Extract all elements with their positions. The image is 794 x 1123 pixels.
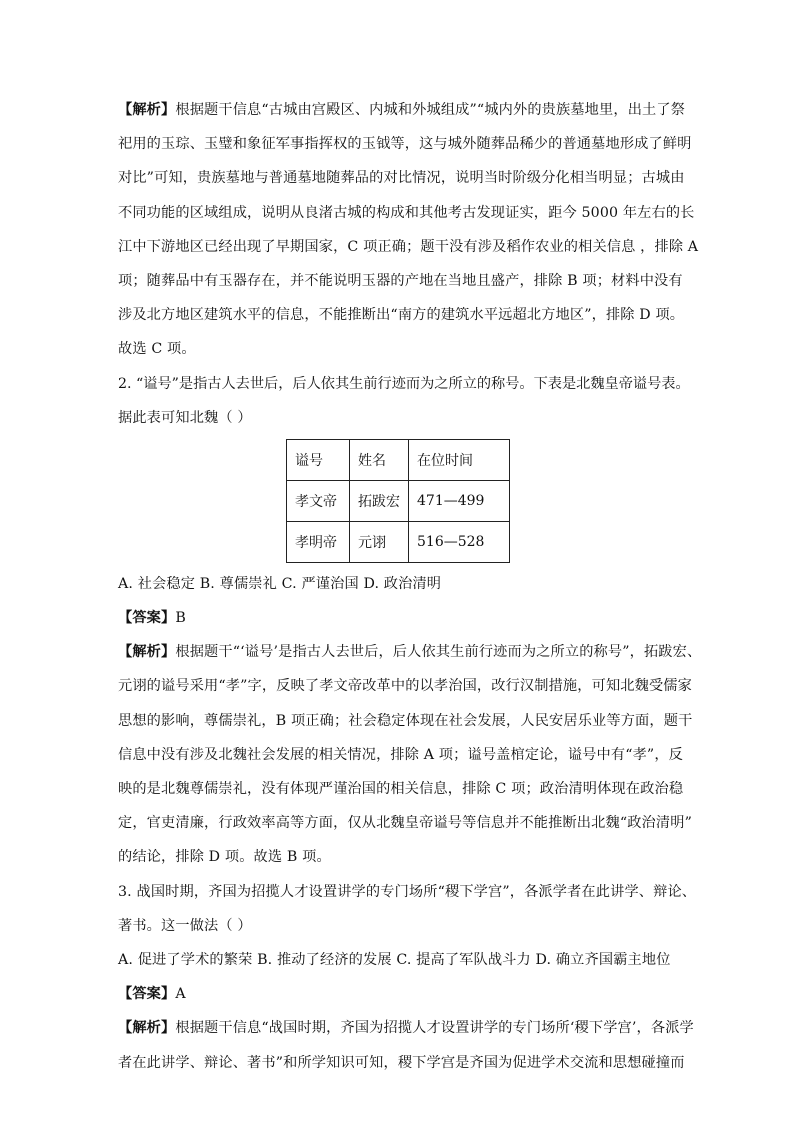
answer-tag: 【答案】 bbox=[118, 986, 176, 1003]
table-row bbox=[287, 480, 510, 521]
posthumous-title-table bbox=[286, 439, 510, 563]
analysis-line: 对比”可知，贵族墓地与普通墓地随葬品的对比情况，说明当时阶级分化相当明显；古城由 bbox=[118, 170, 685, 187]
question-stem: 据此表可知北魏（ ） bbox=[118, 409, 252, 426]
analysis-line: 思想的影响，尊儒崇礼，B 项正确；社会稳定体现在社会发展，人民安居乐业等方面，题干 bbox=[118, 712, 693, 729]
answer-line bbox=[118, 977, 688, 1011]
analysis-line: 祀用的玉琮、玉璧和象征军事指挥权的玉钺等，这与城外随葬品稀少的普通墓地形成了鲜明 bbox=[118, 136, 692, 153]
table-cell: 拓跋宏 bbox=[350, 480, 409, 521]
table-header-cell: 谥号 bbox=[287, 439, 350, 480]
table-cell: 516—528 bbox=[409, 521, 510, 562]
document-page bbox=[118, 93, 702, 1080]
table-cell: 孝文帝 bbox=[287, 480, 350, 521]
answer-value: B bbox=[175, 610, 186, 627]
table-header-row bbox=[287, 439, 510, 480]
table-cell: 471—499 bbox=[409, 480, 510, 521]
answer-line bbox=[118, 601, 688, 635]
analysis-line: 涉及北方地区建筑水平的信息，不能推断出“南方的建筑水平远超北方地区”，排除 D 项。 bbox=[118, 307, 685, 324]
analysis-line: 映的是北魏尊儒崇礼，没有体现严谨治国的相关信息，排除 C 项；政治清明体现在政治稳 bbox=[118, 781, 684, 797]
analysis-line: 信息中没有涉及北魏社会发展的相关情况，排除 A 项；谥号盖棺定论，谥号中有“孝”，反 bbox=[118, 746, 684, 763]
analysis-line: 【解析】根据题干“‘谥号’是指古人去世后，后人依其生前行迹而为之所立的称号”，拓跋宏、 bbox=[118, 644, 702, 661]
answer-tag: 【答案】 bbox=[118, 610, 176, 627]
answer-value: A bbox=[175, 986, 186, 1003]
analysis-line: 者在此讲学、辩论、著书”和所学知识可知，稷下学宫是齐国为促进学术交流和思想碰撞而 bbox=[118, 1054, 685, 1071]
table-row bbox=[287, 521, 510, 562]
question-stem: 著书。这一做法（ ） bbox=[118, 917, 252, 934]
analysis-line: 【解析】根据题干信息“战国时期，齐国为招揽人才设置讲学的专门场所‘稷下学宫’，各派学 bbox=[118, 1020, 694, 1037]
table-cell: 元诩 bbox=[350, 521, 409, 562]
analysis-line: 故选 C 项。 bbox=[118, 341, 196, 358]
analysis-line: 的结论，排除 D 项。故选 B 项。 bbox=[118, 849, 331, 866]
analysis-line: 定，官吏清廉，行政效率高等方面，仅从北魏皇帝谥号等信息并不能推断出北魏“政治清明” bbox=[118, 815, 692, 832]
analysis-line: 项；随葬品中有玉器存在，并不能说明玉器的产地在当地且盛产，排除 B 项；材料中没有 bbox=[118, 272, 683, 289]
question-stem: 2. “谥号”是指古人去世后，后人依其生前行迹而为之所立的称号。下表是北魏皇帝谥号表。 bbox=[118, 375, 690, 392]
table-header-cell: 姓名 bbox=[350, 439, 409, 480]
table-header-cell: 在位时间 bbox=[409, 439, 510, 480]
analysis-line: 不同功能的区域组成，说明从良渚古城的构成和其他考古发现证实，距今 5000 年左右的长 bbox=[118, 204, 695, 221]
analysis-tag: 【解析】 bbox=[118, 102, 176, 118]
analysis-tag: 【解析】 bbox=[118, 644, 176, 661]
analysis-line: 江中下游地区已经出现了早期国家，C 项正确；题干没有涉及稻作农业的相关信息 ，排除 A bbox=[118, 238, 699, 255]
question-options: A. 社会稳定 B. 尊儒崇礼 C. 严谨治国 D. 政治清明 bbox=[118, 575, 442, 592]
analysis-line: 【解析】根据题干信息“古城由宫殿区、内城和外城组成”“城内外的贵族墓地里，出土了祭 bbox=[118, 102, 686, 118]
question-stem: 3. 战国时期，齐国为招揽人才设置讲学的专门场所“稷下学宫”，各派学者在此讲学、辩论、 bbox=[118, 883, 697, 900]
table-cell: 孝明帝 bbox=[287, 521, 350, 562]
question-options: A. 促进了学术的繁荣 B. 推动了经济的发展 C. 提高了军队战斗力 D. 确立齐国霸主地位 bbox=[118, 951, 671, 968]
analysis-line: 元诩的谥号采用“孝”字，反映了孝文帝改革中的以孝治国，改行汉制措施，可知北魏受儒家 bbox=[118, 678, 692, 695]
analysis-tag: 【解析】 bbox=[118, 1020, 176, 1037]
